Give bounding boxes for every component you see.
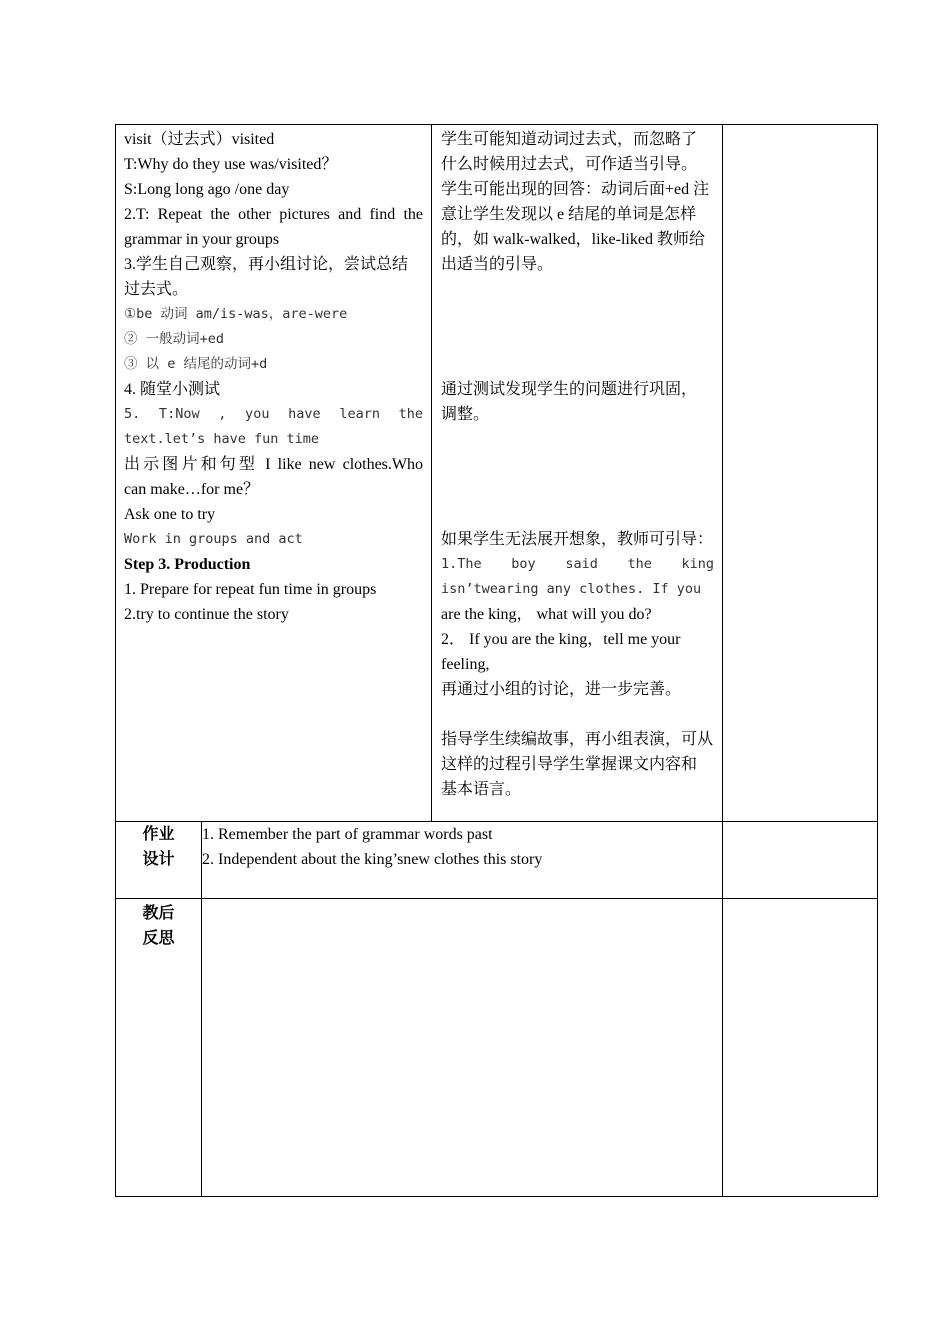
activity-line: ② 一般动词+ed [124, 331, 225, 347]
intention-line: 基本语言。 [441, 781, 522, 798]
activities-row [116, 125, 878, 822]
activity-line: T:Why do they use was/visited？ [124, 156, 338, 173]
homework-row [116, 822, 878, 899]
activity-line: 3.学生自己观察，再小组讨论，尝试总结 [124, 256, 409, 273]
activity-line: 4. 随堂小测试 [124, 381, 221, 398]
intention-line: 这样的过程引导学生掌握课文内容和 [441, 756, 698, 773]
reflection-label-line: 教后 [142, 905, 175, 922]
homework-item: 2. Independent about the king’snew clothes this story [202, 851, 543, 868]
intention-line: 学生可能出现的回答：动词后面+ed 注 [441, 181, 710, 198]
notes-cell [723, 125, 878, 822]
reflection-content [202, 899, 723, 1197]
spacer [441, 327, 714, 352]
spacer [441, 477, 714, 502]
intention-line: 什么时候用过去式，可作适当引导。 [441, 156, 698, 173]
intention-line: 意让学生发现以 e 结尾的单词是怎样 [441, 206, 697, 223]
homework-label-line: 设计 [142, 851, 175, 868]
activity-line: ①be 动词 am/is-was，are-were [124, 306, 348, 322]
intention-line: feeling, [441, 656, 490, 673]
reflection-row [116, 899, 878, 1197]
activity-line: 5. T:Now , you have learn the [124, 406, 424, 422]
activity-line: Work in groups and act [124, 531, 303, 547]
intention-line: 出适当的引导。 [441, 256, 554, 273]
spacer [441, 702, 714, 727]
spacer [441, 352, 714, 377]
activity-line: visit（过去式）visited [124, 131, 275, 148]
intention-line: 1.The boy said the king [441, 556, 715, 572]
design-intentions-cell [432, 125, 723, 822]
homework-item: 1. Remember the part of grammar words past [202, 826, 493, 843]
activity-line: 过去式。 [124, 281, 189, 298]
activity-line: ③ 以 e 结尾的动词+d [124, 356, 268, 372]
activity-line: grammar in your groups [124, 231, 280, 248]
intention-line: 如果学生无法展开想象，教师可引导： [441, 531, 714, 548]
spacer [441, 302, 714, 327]
activity-line: text.let’s have fun time [124, 431, 320, 447]
reflection-label-line: 反思 [142, 930, 175, 947]
activity-line: can make…for me？ [124, 481, 260, 498]
homework-notes-cell [723, 822, 878, 899]
intention-line: 通过测试发现学生的问题进行巩固， [441, 381, 698, 398]
intention-line: 调整。 [441, 406, 490, 423]
activity-line: S:Long long ago /one day [124, 181, 290, 198]
spacer [441, 277, 714, 302]
homework-label [116, 822, 202, 899]
spacer [441, 502, 714, 527]
reflection-notes-cell [723, 899, 878, 1197]
activity-line: 出示图片和句型 I like new clothes.Who [124, 456, 424, 473]
intention-line: 再通过小组的讨论，进一步完善。 [441, 681, 682, 698]
reflection-label [116, 899, 202, 1197]
intention-line: 的，如 walk-walked，like-liked 教师给 [441, 231, 705, 248]
activity-line: 2.T: Repeat the other pictures and find the [124, 206, 424, 223]
spacer [441, 427, 714, 452]
activity-line: Ask one to try [124, 506, 216, 523]
teaching-activities-cell [116, 125, 432, 822]
step-heading: Step 3. Production [124, 556, 251, 573]
activity-line: 2.try to continue the story [124, 606, 289, 623]
lesson-plan-table [115, 124, 878, 1197]
intention-line: 2． If you are the king，tell me your [441, 631, 681, 648]
intention-line: isn’twearing any clothes. If you [441, 581, 702, 597]
spacer [441, 452, 714, 477]
intention-line: 学生可能知道动词过去式，而忽略了 [441, 131, 698, 148]
activity-line: 1. Prepare for repeat fun time in groups [124, 581, 377, 598]
intention-line: are the king， what will you do? [441, 606, 652, 623]
homework-content [202, 822, 723, 899]
homework-label-line: 作业 [142, 826, 175, 843]
intention-line: 指导学生续编故事，再小组表演，可从 [441, 731, 714, 748]
